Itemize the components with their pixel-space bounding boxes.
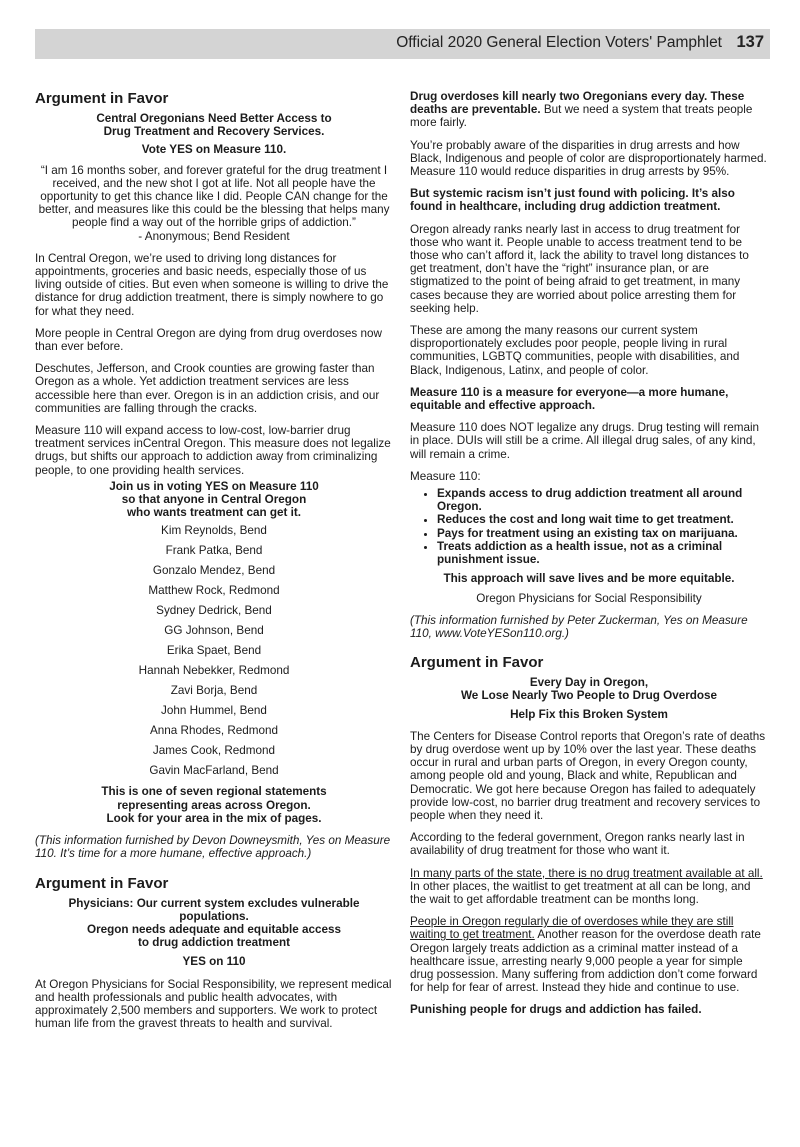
- argument-subtitle: [35, 897, 393, 950]
- closing-line: This is one of seven regional statements: [101, 785, 327, 799]
- furnished-by: (This information furnished by Devon Downeysmith, Yes on Measure 110. It’s time for a more humane, effective approach.): [35, 834, 391, 861]
- paragraph: Measure 110 will expand access to low-cost, low-barrier drug treatment services inCentral Oregon. This measure does not legalize drugs, but shifts our approach to addiction away from criminalizing people, to one providing health services.: [35, 424, 391, 477]
- signer: Gavin MacFarland, Bend: [149, 764, 279, 778]
- signer: Kim Reynolds, Bend: [161, 524, 267, 538]
- paragraph: [410, 867, 768, 907]
- subtitle-line: Physicians: Our current system excludes vulnerable populations.: [68, 896, 360, 923]
- pamphlet-title: Official 2020 General Election Voters' Pamphlet: [396, 34, 722, 51]
- paragraph: The Centers for Disease Control reports that Oregon’s rate of deaths by drug overdose went up by 10% over the last year. These deaths occur in rural and urban parts of Oregon, in every Oregon county, among people old and young, Black and white, Republican and Democratic. We got here because Oregon has failed to adequately provide low-cost, no barrier drug treatment and recovery services to people when they need it.: [410, 729, 766, 822]
- subtitle-line: Central Oregonians Need Better Access to: [96, 112, 332, 125]
- furnished-by: (This information furnished by Peter Zuckerman, Yes on Measure 110, www.VoteYESon110.org.): [410, 613, 748, 640]
- subtitle-line: Drug Treatment and Recovery Services.: [103, 125, 325, 139]
- signer: Hannah Nebekker, Redmond: [138, 664, 290, 678]
- argument-heading: Argument in Favor: [35, 90, 169, 107]
- paragraph: According to the federal government, Oregon ranks nearly last in availability of drug treatment for those who want it.: [410, 831, 745, 858]
- testimonial-quote: [35, 164, 393, 243]
- signer: Zavi Borja, Bend: [170, 684, 258, 698]
- bullet-item: • Pays for treatment using an existing tax on marijuana.: [437, 527, 768, 540]
- bullet-item: • Treats addiction as a health issue, not as a criminal punishment issue.: [437, 540, 768, 566]
- subtitle-line: Oregon needs adequate and equitable access: [87, 922, 341, 936]
- argument-heading: Argument in Favor: [35, 874, 169, 892]
- subtitle-line: to drug addiction treatment: [138, 936, 290, 950]
- signer: Erika Spaet, Bend: [166, 644, 262, 658]
- paragraph: Deschutes, Jefferson, and Crook counties are growing faster than Oregon as a whole. Yet addiction treatment services are less accessible here than ever. Oregon is in an addiction crisis, and our communities are falling through the cracks.: [35, 362, 380, 415]
- text: Another reason for the overdose death rate Oregon largely treats addiction as a criminal matter instead of a healthcare issue, arresting nearly 9,000 people a year for simple drug possession. Many suffering from addiction don’t come forward for help for fear of arrest. Instead they hide and continue to use.: [410, 928, 761, 995]
- argument-subtitle: [410, 676, 768, 702]
- page-number: 137: [736, 33, 764, 51]
- closing-line: representing areas across Oregon.: [117, 798, 311, 812]
- signer: John Hummel, Bend: [161, 704, 267, 718]
- measure-bullets: [410, 487, 768, 566]
- paragraph: Measure 110 does NOT legalize any drugs. Drug testing will remain in place. DUIs will still be a crime. All illegal drug sales, of any kind, will remain a crime.: [410, 421, 760, 461]
- vote-line: Vote YES on Measure 110.: [141, 143, 287, 157]
- closing-note: [35, 785, 393, 825]
- argument-heading: Argument in Favor: [410, 654, 544, 672]
- signer-list: [35, 523, 393, 783]
- signer: Anna Rhodes, Redmond: [150, 724, 278, 738]
- bullet-item: • Expands access to drug addiction treatment all around Oregon.: [437, 487, 768, 513]
- subtitle-line: We Lose Nearly Two People to Drug Overdose: [460, 689, 718, 703]
- paragraph: These are among the many reasons our current system disproportionately excludes poor people, people living in rural communities, LGBTQ communities, people with disabilities, and Black, Indigenous, Latinx, and people of color.: [410, 324, 740, 377]
- bold-text: Drug overdoses kill nearly two Oregonians every day. These deaths are preventable.: [410, 90, 745, 117]
- signer: Frank Patka, Bend: [165, 544, 263, 558]
- signer: Matthew Rock, Redmond: [148, 584, 280, 598]
- paragraph: Oregon already ranks nearly last in access to drug treatment for those who want it. People unable to access treatment tend to be those who can’t afford it, lack the ability to travel long distances to get treatment, don’t have the “right” insurance plan, or are stigmatized to the point of being afraid to get treatment, in many cases because they are worried about police arresting them for seeking help.: [410, 222, 749, 315]
- paragraph: In Central Oregon, we’re used to driving long distances for appointments, groceries and basic needs, especially those of us living outside of cities. But even when someone is willing to drive the distance for drug addiction treatment, there is simply nowhere to go for what they need.: [35, 251, 389, 318]
- join-line: who wants treatment can get it.: [126, 506, 302, 520]
- underlined-text: In many parts of the state, there is no drug treatment available at all.: [410, 866, 763, 880]
- argument-subtitle: [35, 112, 393, 138]
- signer: James Cook, Redmond: [152, 744, 276, 758]
- paragraph: Punishing people for drugs and addiction has failed.: [410, 1003, 702, 1017]
- paragraph: You’re probably aware of the disparities in drug arrests and how Black, Indigenous and people of color are disproportionately harmed. Measure 110 would reduce disparities in drug arrests by 95%.: [410, 138, 767, 179]
- join-line: Join us in voting YES on Measure 110: [109, 479, 319, 493]
- yes-line: YES on 110: [182, 955, 246, 969]
- left-column: [35, 90, 393, 1039]
- paragraph: [410, 915, 768, 994]
- quote-text: “I am 16 months sober, and forever grateful for the drug treatment I received, and the new shot I got at life. Not all people have the opportunity to get this chance like I did. People CAN change for the better, and measures like this could be the blessing that helps many people find a way out of the horrible grips of addiction.”: [38, 163, 390, 230]
- text: In other places, the waitlist to get treatment at all can be long, and the wait to get affordable treatment can be months long.: [410, 879, 751, 906]
- signer: GG Johnson, Bend: [164, 624, 264, 638]
- subtitle-help: Help Fix this Broken System: [510, 707, 668, 721]
- paragraph: Measure 110 is a measure for everyone—a more humane, equitable and effective approach.: [410, 385, 729, 413]
- paragraph: [410, 90, 768, 130]
- page-header: [35, 29, 770, 59]
- paragraph: But systemic racism isn’t just found with policing. It’s also found in healthcare, including drug addiction treatment.: [410, 187, 735, 214]
- list-intro: Measure 110:: [410, 469, 481, 483]
- right-column: [410, 90, 768, 1026]
- text: But we need a system that treats people more fairly.: [410, 103, 753, 130]
- paragraph: At Oregon Physicians for Social Responsibility, we represent medical and health professionals and public health advocates, with approximately 2,500 members and supporters. We work to protect human life from the gravest threats to health and survival.: [35, 977, 392, 1031]
- closing-line: Look for your area in the mix of pages.: [106, 811, 322, 825]
- signer: Gonzalo Mendez, Bend: [152, 564, 276, 578]
- join-line: so that anyone in Central Oregon: [121, 493, 307, 507]
- join-call: [35, 480, 393, 520]
- underlined-text: People in Oregon regularly die of overdoses while they are still waiting to get treatment.: [410, 915, 734, 942]
- paragraph: More people in Central Oregon are dying from drug overdoses now than ever before.: [35, 326, 382, 354]
- organization: Oregon Physicians for Social Responsibility: [476, 591, 702, 605]
- quote-attribution: - Anonymous; Bend Resident: [138, 229, 290, 243]
- save-lives-line: This approach will save lives and be more equitable.: [443, 572, 735, 586]
- bullet-item: • Reduces the cost and long wait time to get treatment.: [437, 513, 768, 526]
- subtitle-line: Every Day in Oregon,: [529, 676, 649, 690]
- signer: Sydney Dedrick, Bend: [156, 604, 272, 618]
